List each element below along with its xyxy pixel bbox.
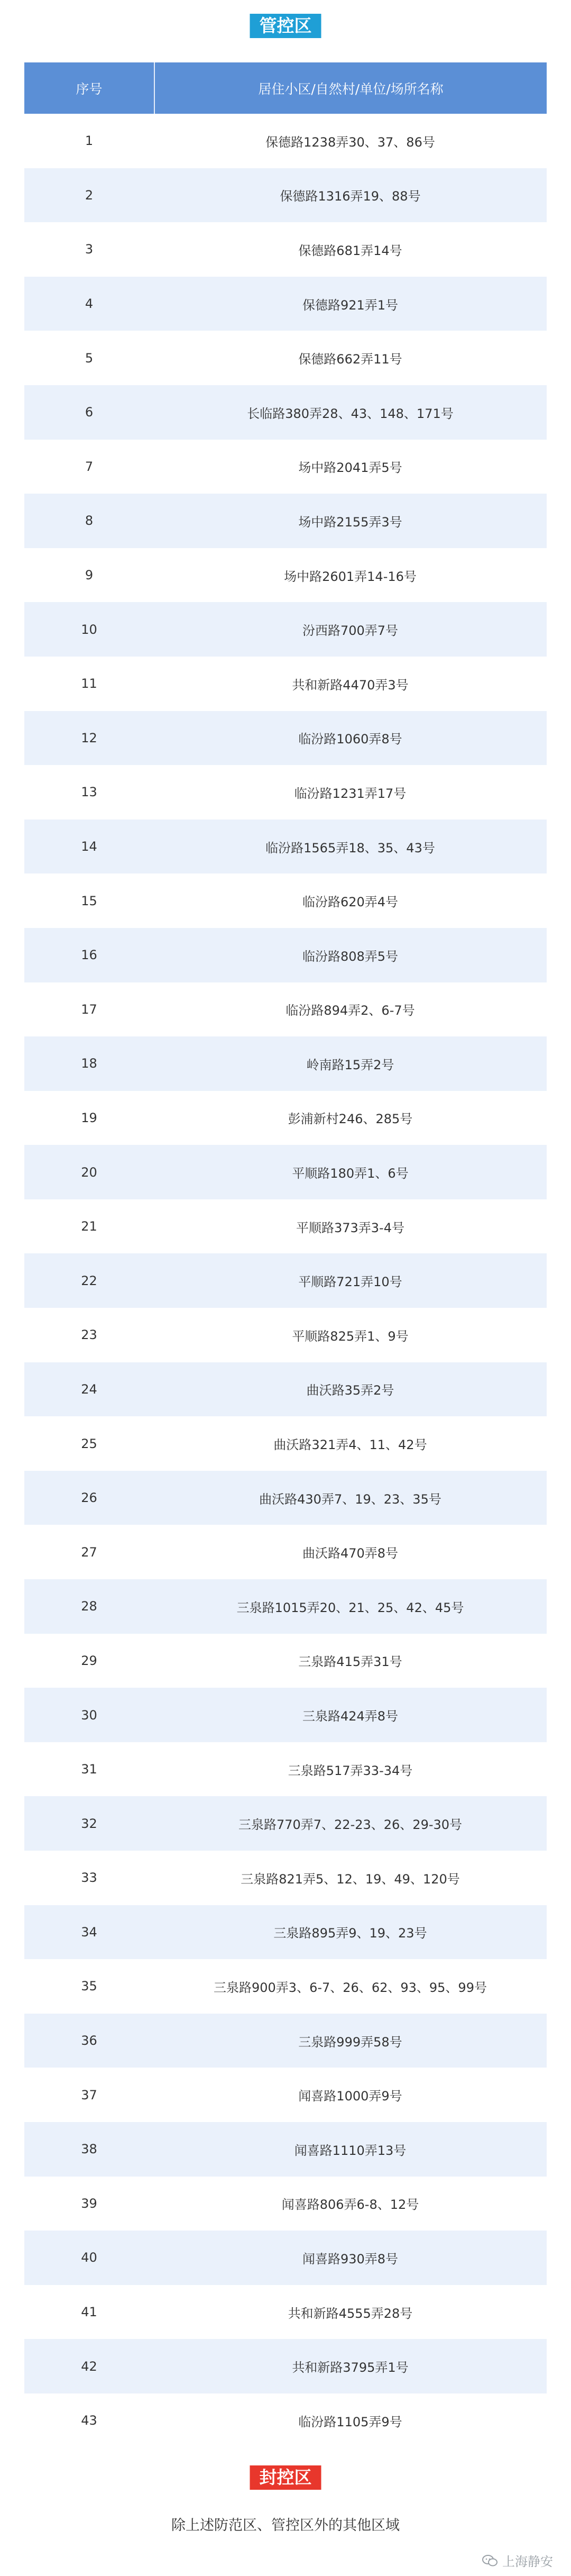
row-serial-number: 35 — [81, 1979, 97, 1994]
row-location-name: 闻喜路1110弄13号 — [294, 2143, 407, 2158]
row-location-name: 保德路681弄14号 — [298, 243, 402, 258]
row-location-name: 平顺路825弄1、9号 — [292, 1328, 409, 1344]
table-row — [24, 2068, 547, 2122]
row-location-name: 三泉路415弄31号 — [298, 1654, 402, 1670]
table-row — [24, 1253, 547, 1308]
row-serial-number: 5 — [85, 350, 94, 366]
row-serial-number: 3 — [85, 242, 94, 257]
table-row — [24, 1959, 547, 2014]
row-location-name: 三泉路821弄5、12、19、49、120号 — [241, 1871, 460, 1887]
row-location-name: 共和新路3795弄1号 — [292, 2360, 409, 2375]
row-location-name: 三泉路424弄8号 — [302, 1709, 399, 1724]
row-location-name: 保德路662弄11号 — [298, 352, 402, 367]
row-serial-number: 22 — [81, 1273, 97, 1288]
row-serial-number: 36 — [81, 2033, 97, 2049]
header-serial-number: 序号 — [24, 62, 155, 114]
row-serial-number: 6 — [85, 405, 94, 420]
row-serial-number: 7 — [85, 459, 94, 474]
table-header — [24, 62, 547, 114]
row-location-name: 曲沃路321弄4、11、42号 — [273, 1437, 427, 1453]
row-serial-number: 12 — [81, 730, 97, 745]
row-location-name: 闻喜路1000弄9号 — [298, 2089, 402, 2104]
row-serial-number: 14 — [81, 839, 97, 854]
table-row — [24, 2393, 547, 2448]
row-serial-number: 28 — [81, 1599, 97, 1614]
row-serial-number: 13 — [81, 785, 97, 800]
row-location-name: 临汾路1565弄18、35、43号 — [265, 840, 435, 855]
row-location-name: 场中路2041弄5号 — [298, 460, 402, 476]
row-serial-number: 34 — [81, 1924, 97, 1940]
lockdown-zone-badge: 封控区 — [250, 2465, 321, 2490]
row-serial-number: 26 — [81, 1490, 97, 1506]
table-row — [24, 1634, 547, 1688]
row-serial-number: 9 — [85, 568, 94, 583]
row-location-name: 岭南路15弄2号 — [306, 1057, 394, 1072]
row-serial-number: 10 — [81, 622, 97, 637]
table-row — [24, 440, 547, 494]
table-row — [24, 2177, 547, 2231]
row-location-name: 闻喜路806弄6-8、12号 — [281, 2197, 419, 2213]
table-row — [24, 494, 547, 548]
lockdown-zone-description: 除上述防范区、管控区外的其他区域 — [171, 2517, 400, 2534]
row-serial-number: 37 — [81, 2087, 97, 2102]
table-row — [24, 982, 547, 1037]
control-zone-badge: 管控区 — [250, 14, 321, 38]
row-location-name: 彭浦新村246、285号 — [288, 1112, 413, 1127]
row-serial-number: 21 — [81, 1219, 97, 1234]
row-serial-number: 17 — [81, 1002, 97, 1017]
row-location-name: 平顺路721弄10号 — [298, 1275, 402, 1290]
table-body — [24, 114, 547, 2448]
row-location-name: 临汾路894弄2、6-7号 — [286, 1003, 415, 1018]
row-location-name: 临汾路1060弄8号 — [298, 732, 402, 747]
table-row — [24, 1036, 547, 1091]
row-location-name: 三泉路895弄9、19、23号 — [273, 1926, 427, 1941]
table-row — [24, 1362, 547, 1417]
row-location-name: 三泉路770弄7、22-23、26、29-30号 — [238, 1817, 463, 1833]
row-serial-number: 31 — [81, 1762, 97, 1777]
row-location-name: 共和新路4470弄3号 — [292, 677, 409, 693]
table-row — [24, 1199, 547, 1254]
row-serial-number: 2 — [85, 187, 94, 203]
table-row — [24, 2014, 547, 2068]
row-location-name: 汾西路700弄7号 — [302, 623, 399, 639]
table-row — [24, 928, 547, 982]
row-serial-number: 33 — [81, 1870, 97, 1886]
table-row — [24, 2231, 547, 2285]
row-serial-number: 24 — [81, 1381, 97, 1397]
table-row — [24, 548, 547, 603]
table-row — [24, 1796, 547, 1851]
table-row — [24, 1091, 547, 1145]
row-serial-number: 15 — [81, 893, 97, 908]
row-location-name: 曲沃路470弄8号 — [302, 1546, 399, 1561]
row-serial-number: 16 — [81, 948, 97, 963]
row-serial-number: 4 — [85, 296, 94, 312]
row-serial-number: 27 — [81, 1544, 97, 1560]
row-location-name: 闻喜路930弄8号 — [302, 2251, 399, 2266]
row-serial-number: 43 — [81, 2413, 97, 2428]
row-location-name: 三泉路517弄33-34号 — [288, 1763, 413, 1778]
table-row — [24, 1742, 547, 1797]
table-row — [24, 385, 547, 440]
header-location-name: 居住小区/自然村/单位/场所名称 — [258, 81, 444, 97]
row-location-name: 保德路1316弄19、88号 — [280, 189, 421, 204]
row-serial-number: 39 — [81, 2196, 97, 2211]
table-row — [24, 2122, 547, 2177]
wechat-icon — [482, 2554, 498, 2567]
control-zone-table — [24, 62, 547, 2448]
row-location-name: 场中路2601弄14-16号 — [284, 569, 417, 584]
row-location-name: 临汾路808弄5号 — [302, 949, 399, 964]
table-row — [24, 1579, 547, 1634]
row-serial-number: 20 — [81, 1164, 97, 1180]
table-row — [24, 657, 547, 711]
table-row — [24, 1851, 547, 1905]
row-location-name: 长临路380弄28、43、148、171号 — [247, 406, 454, 421]
row-location-name: 平顺路373弄3-4号 — [296, 1220, 404, 1235]
row-location-name: 临汾路1105弄9号 — [298, 2414, 402, 2429]
row-serial-number: 23 — [81, 1327, 97, 1343]
row-location-name: 场中路2155弄3号 — [298, 514, 402, 530]
table-row — [24, 277, 547, 331]
row-location-name: 共和新路4555弄28号 — [288, 2306, 413, 2321]
row-location-name: 平顺路180弄1、6号 — [292, 1166, 409, 1181]
table-row — [24, 1525, 547, 1579]
row-location-name: 保德路1238弄30、37、86号 — [265, 134, 435, 150]
row-location-name: 曲沃路35弄2号 — [306, 1383, 394, 1398]
row-serial-number: 32 — [81, 1816, 97, 1831]
row-location-name: 曲沃路430弄7、19、23、35号 — [259, 1491, 441, 1507]
table-row — [24, 331, 547, 385]
row-location-name: 保德路921弄1号 — [302, 297, 399, 313]
table-row — [24, 602, 547, 657]
row-location-name: 三泉路1015弄20、21、25、42、45号 — [236, 1600, 464, 1615]
table-row — [24, 1471, 547, 1525]
table-row — [24, 1145, 547, 1199]
row-location-name: 临汾路1231弄17号 — [294, 786, 407, 801]
row-location-name: 三泉路999弄58号 — [298, 2034, 402, 2050]
table-row — [24, 114, 547, 168]
row-location-name: 三泉路900弄3、6-7、26、62、93、95、99号 — [214, 1980, 487, 1995]
table-row — [24, 820, 547, 874]
row-serial-number: 11 — [81, 676, 97, 691]
row-serial-number: 25 — [81, 1436, 97, 1451]
row-serial-number: 19 — [81, 1110, 97, 1125]
table-row — [24, 1905, 547, 1960]
table-row — [24, 873, 547, 928]
table-row — [24, 1416, 547, 1471]
table-row — [24, 2339, 547, 2393]
row-serial-number: 8 — [85, 513, 94, 529]
row-serial-number: 30 — [81, 1707, 97, 1723]
table-row — [24, 1308, 547, 1362]
row-serial-number: 18 — [81, 1056, 97, 1071]
table-row — [24, 168, 547, 223]
row-serial-number: 42 — [81, 2359, 97, 2374]
table-row — [24, 711, 547, 766]
table-row — [24, 222, 547, 277]
row-serial-number: 1 — [85, 133, 94, 149]
row-location-name: 临汾路620弄4号 — [302, 895, 399, 910]
row-serial-number: 40 — [81, 2250, 97, 2265]
row-serial-number: 38 — [81, 2142, 97, 2157]
row-serial-number: 41 — [81, 2305, 97, 2320]
table-row — [24, 1688, 547, 1742]
watermark — [482, 2551, 553, 2570]
table-row — [24, 2285, 547, 2340]
row-serial-number: 29 — [81, 1653, 97, 1668]
table-row — [24, 765, 547, 820]
watermark-text: 上海静安 — [502, 2554, 553, 2569]
